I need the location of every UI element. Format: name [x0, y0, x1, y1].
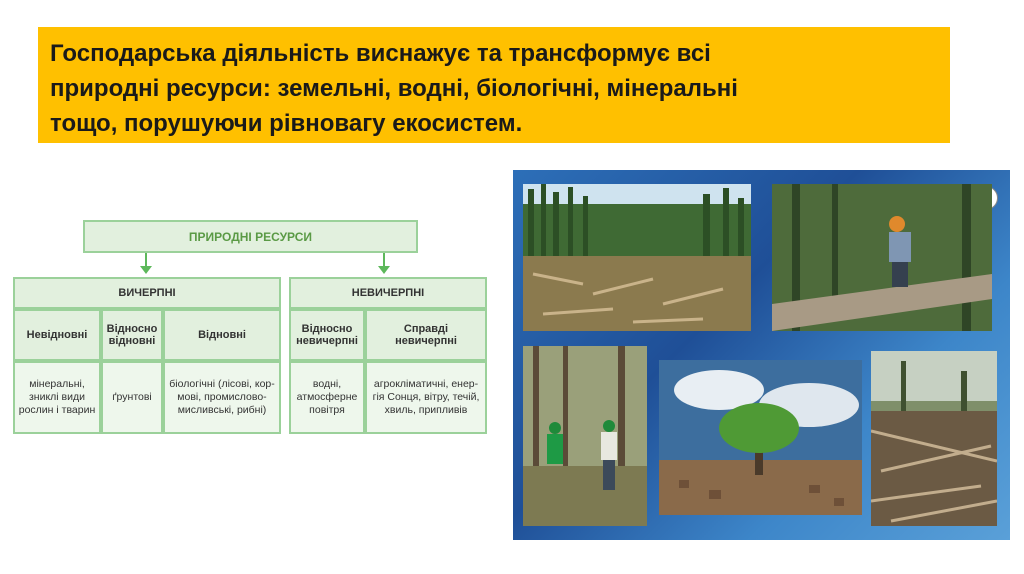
felled-logs-photo: [871, 351, 997, 526]
truly-inexhaustible-header: Справді невичерпні: [365, 309, 487, 361]
title-banner: [38, 27, 950, 143]
truly-inexhaustible-values: агрокліматичні, енер-гія Сонця, вітру, течій, хвиль, припливів: [365, 361, 487, 434]
logger-with-chainsaw-photo: [772, 184, 992, 331]
natural-resources-diagram: [10, 220, 490, 436]
nonrenewable-values: мінеральні, зниклі види рослин і тварин: [13, 361, 101, 434]
title-text: [50, 36, 940, 141]
arrow-down-left-icon: [140, 266, 152, 274]
root-box: ПРИРОДНІ РЕСУРСИ: [83, 220, 418, 253]
lone-tree-photo: [659, 360, 862, 515]
title-line-1: Господарська діяльність виснажує та трансформує всі: [50, 40, 711, 67]
arrow-down-right-icon: [378, 266, 390, 274]
deforestation-photo-collage: [513, 170, 1010, 540]
relatively-inexhaustible-values: водні, атмосферне повітря: [289, 361, 365, 434]
nonrenewable-header: Невідновні: [13, 309, 101, 361]
title-line-3: тощо, порушуючи рівновагу екосистем.: [50, 110, 523, 137]
renewable-header: Відновні: [163, 309, 281, 361]
tree-planting-photo: [523, 346, 647, 526]
title-line-2: природні ресурси: земельні, водні, біологічні, мінеральні: [50, 75, 738, 102]
exhaustible-header: ВИЧЕРПНІ: [13, 277, 281, 309]
relatively-inexhaustible-header: Відносно невичерпні: [289, 309, 365, 361]
clear-cut-forest-photo: [523, 184, 751, 331]
renewable-values: біологічні (лісові, кор-мові, промислово-мисливські, рибні): [163, 361, 281, 434]
relatively-renewable-header: Відносно відновні: [101, 309, 163, 361]
relatively-renewable-values: ґрунтові: [101, 361, 163, 434]
inexhaustible-header: НЕВИЧЕРПНІ: [289, 277, 487, 309]
